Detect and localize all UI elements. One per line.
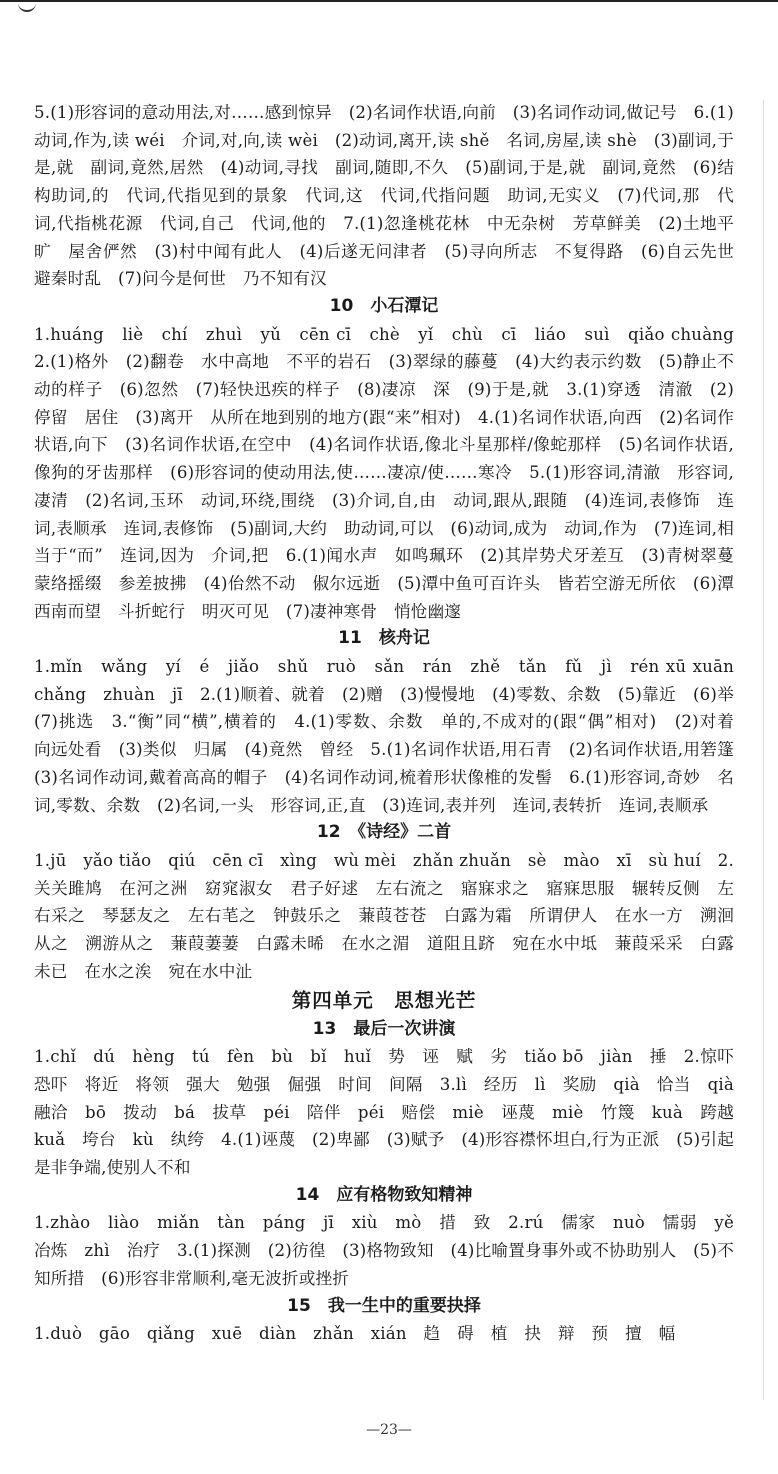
page-number: —23— bbox=[366, 1422, 412, 1438]
section-text-10: 1.huáng liè chí zhuì yǔ cēn cī chè yǐ chù cī liáo suì qiǎo chuàng 2.(1)格外 (2)翻卷 水中高地 不平的岩石 (3)翠绿的藤蔓 (4)大约表示约数 (5)静止不动的样子 (6)忽然 (7)轻快迅疾的样子 (8)凄凉 深 (9)于是,就 3.(1)穿透 清澈 (2)停留 居住 (3)离开 从所在地到别的地方(跟“来”相对) 4.(1)名词作状语,向西 (2)名词作状语,向下 (3)名词作状语,在空中 (4)名词作状语,像北斗星那样/像蛇那样 (5)名词作状语,像狗的牙齿那样 (6)形容词的使动用法,使……凄凉/使……寒冷 5.(1)形容词,清澈 形容词,凄清 (2)名词,玉环 动词,环绕,围绕 (3)介词,自,由 动词,跟从,跟随 (4)连词,表修饰 连词,表顺承 连词,表修饰 (5)副词,大约 助动词,可以 (6)动词,成为 动词,作为 (7)连词,相当于“而” 连词,因为 介词,把 6.(1)闻水声 如鸣珮环 (2)其岸势犬牙差互 (3)青树翠蔓 蒙络摇缀 参差披拂 (4)佁然不动 俶尔远逝 (5)潭中鱼可百许头 皆若空游无所依 (6)潭西南而望 斗折蛇行 明灭可见 (7)凄神寒骨 悄怆幽邃 bbox=[34, 324, 751, 621]
answer-content bbox=[34, 99, 751, 1348]
unit-title: 第四单元 思想光芒 bbox=[291, 988, 477, 1012]
top-rule bbox=[0, 0, 778, 2]
section-text-11: 1.mǐn wǎng yí é jiǎo shǔ ruò sǎn rán zhě tǎn fǔ jì rén xū xuān chǎng zhuàn jī 2.(1)顺着、就着 (2)赠 (3)慢慢地 (4)零数、余数 (5)靠近 (6)举 (7)挑选 3.“衡”同“横”,横着的 4.(1)零数、余数 单的,不成对的(跟“偶”相对) (2)对着 向远处看 (3)类似 归属 (4)竟然 曾经 5.(1)名词作状语,用石青 (2)名词作状语,用箬篷 (3)名词作动词,戴着高高的帽子 (4)名词作动词,梳着形状像椎的发髻 6.(1)形容词,奇妙 名词,零数、余数 (2)名词,一头 形容词,正,直 (3)连词,表并列 连词,表转折 连词,表顺承 bbox=[34, 657, 751, 815]
section-title-14: 14 应有格物致知精神 bbox=[295, 1184, 473, 1205]
section-title-15: 15 我一生中的重要抉择 bbox=[287, 1295, 481, 1316]
adjacent-page-edge bbox=[763, 100, 778, 1400]
section-title-10: 10 小石潭记 bbox=[329, 295, 439, 316]
paragraph-lesson9-answers: 5.(1)形容词的意动用法,对……感到惊异 (2)名词作状语,向前 (3)名词作动词,做记号 6.(1)动词,作为,读 wéi 介词,对,向,读 wèi (2)动词,离开,读 shě 名词,房屋,读 shè (3)副词,于是,就 副词,竟然,居然 (4)动词,寻找 副词,随即,不久 (5)副词,于是,就 副词,竟然 (6)结构助词,的 代词,代指见到的景象 代词,这 代词,代指问题 助词,无实义 (7)代词,那 代词,代指桃花源 代词,自己 代词,他的 7.(1)忽逢桃花林 中无杂树 芳草鲜美 (2)土地平旷 屋舍俨然 (3)村中闻有此人 (4)后遂无问津者 (5)寻向所志 不复得路 (6)自云先世避秦时乱 (7)问今是何世 乃不知有汉 bbox=[34, 103, 734, 289]
section-title-11: 11 核舟记 bbox=[338, 628, 430, 649]
section-text-13: 1.chǐ dú hèng tú fèn bù bǐ huǐ 势 诬 赋 劣 tiǎo bō jiàn 捶 2.惊吓 恐吓 将近 将领 强大 勉强 倔强 时间 间隔 3.lì 经历 lì 奖励 qià 恰当 qià 融洽 bō 拨动 bá 拔草 péi 陪伴 péi 赔偿 miè 诬蔑 miè 竹篾 kuà 跨越 kuǎ 垮台 kù 纨绔 4.(1)诬蔑 (2)卑鄙 (3)赋予 (4)形容襟怀坦白,行为正派 (5)引起是非争端,使别人不和 bbox=[34, 1047, 751, 1178]
corner-decoration bbox=[18, 0, 36, 12]
section-text-14: 1.zhào liào miǎn tàn páng jī xiù mò 措 致 2.rú 儒家 nuò 懦弱 yě 冶炼 zhì 治疗 3.(1)探测 (2)彷徨 (3)格物致知 (4)比喻置身事外或不协助别人 (5)不知所措 (6)形容非常顺利,毫无波折或挫折 bbox=[34, 1213, 751, 1288]
section-title-13: 13 最后一次讲演 bbox=[312, 1018, 456, 1039]
section-text-15: 1.duò gāo qiǎng xuē diàn zhǎn xián 趋 碍 植 抉 辩 预 擅 幅 bbox=[34, 1324, 676, 1344]
section-text-12: 1.jū yǎo tiǎo qiú cēn cī xìng wù mèi zhǎn zhuǎn sè mào xī sù huí 2.关关雎鸠 在河之洲 窈窕淑女 君子好逑 左右流之 寤寐求之 寤寐思服 辗转反侧 左右采之 琴瑟友之 左右芼之 钟鼓乐之 蒹葭苍苍 白露为霜 所谓伊人 在水一方 溯洄从之 溯游从之 蒹葭萋萋 白露未晞 在水之湄 道阻且跻 宛在水中坻 蒹葭采采 白露未已 在水之涘 宛在水中沚 bbox=[34, 850, 734, 981]
section-title-12: 12 《诗经》二首 bbox=[316, 822, 452, 843]
